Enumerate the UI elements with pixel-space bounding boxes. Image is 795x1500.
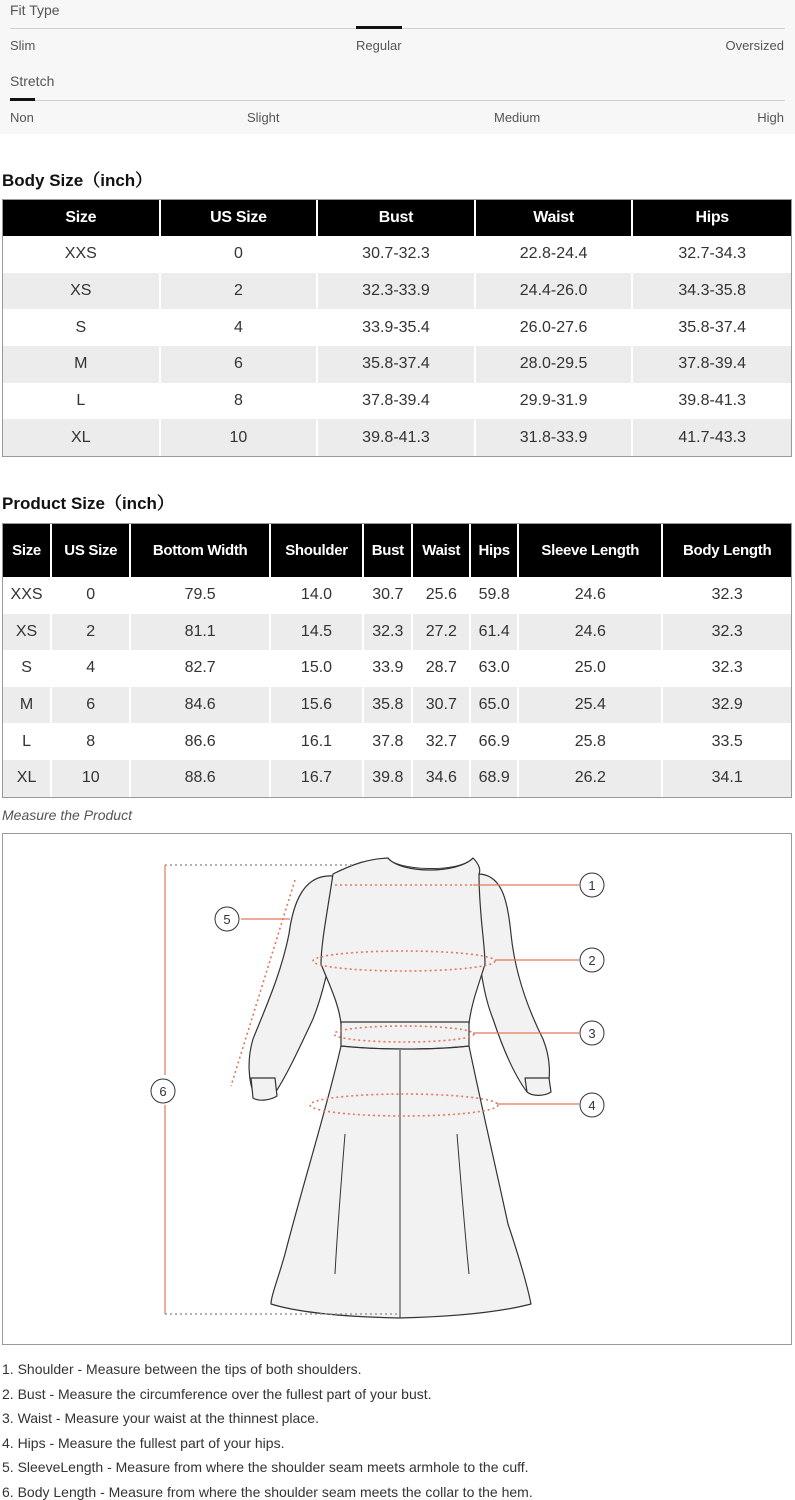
cell: 33.9-35.4 xyxy=(318,309,476,346)
cell: 79.5 xyxy=(131,577,270,614)
cell: 25.6 xyxy=(413,577,471,614)
table-row xyxy=(3,687,791,724)
cell: 8 xyxy=(161,383,319,420)
fit-type-option-slim: Slim xyxy=(10,38,36,53)
cell: 39.8-41.3 xyxy=(318,419,476,456)
cell: 32.3 xyxy=(663,614,791,651)
cell: 82.7 xyxy=(131,650,270,687)
header-size: Size xyxy=(3,200,161,236)
instruction-shoulder: 1. Shoulder - Measure between the tips of both shoulders. xyxy=(2,1361,362,1377)
cell: XL xyxy=(3,419,161,456)
table-row xyxy=(3,309,791,346)
cell: XS xyxy=(3,614,52,651)
fit-type-title: Fit Type xyxy=(10,2,60,18)
cell: S xyxy=(3,309,161,346)
table-row xyxy=(3,419,791,456)
cell: L xyxy=(3,723,52,760)
cell: 32.7-34.3 xyxy=(633,236,791,273)
cell: 10 xyxy=(161,419,319,456)
instruction-bust: 2. Bust - Measure the circumference over the fullest part of your bust. xyxy=(2,1385,432,1402)
cell: 32.3-33.9 xyxy=(318,273,476,310)
cell: 35.8 xyxy=(364,687,413,724)
cell: 32.3 xyxy=(364,614,413,651)
cell: 34.6 xyxy=(413,760,471,797)
table-row xyxy=(3,383,791,420)
table-row xyxy=(3,650,791,687)
cell: 0 xyxy=(52,577,131,614)
cell: 65.0 xyxy=(471,687,519,724)
cell: M xyxy=(3,687,52,724)
cell: 14.0 xyxy=(271,577,364,614)
fit-type-option-oversized: Oversized xyxy=(725,38,784,53)
header-waist: Waist xyxy=(476,200,634,236)
cell: 66.9 xyxy=(471,723,519,760)
cell: 15.6 xyxy=(271,687,364,724)
header-hips: Hips xyxy=(633,200,791,236)
cell: 4 xyxy=(52,650,131,687)
cell: 25.8 xyxy=(519,723,663,760)
cell: 35.8-37.4 xyxy=(633,309,791,346)
cell: 14.5 xyxy=(271,614,364,651)
cell: 29.9-31.9 xyxy=(476,383,634,420)
cell: 30.7-32.3 xyxy=(318,236,476,273)
cell: 37.8-39.4 xyxy=(633,346,791,383)
header-shoulder: Shoulder xyxy=(271,524,364,577)
marker-4-label: 4 xyxy=(588,1098,596,1113)
stretch-option-slight: Slight xyxy=(247,110,280,125)
skirt xyxy=(271,1046,531,1318)
cell: 24.6 xyxy=(519,614,663,651)
cell: 32.9 xyxy=(663,687,791,724)
cell: 16.1 xyxy=(271,723,364,760)
cell: 33.9 xyxy=(364,650,413,687)
table-row xyxy=(3,577,791,614)
bodice xyxy=(321,858,485,1024)
cell: 8 xyxy=(52,723,131,760)
marker-2-label: 2 xyxy=(588,953,596,968)
cell: 24.4-26.0 xyxy=(476,273,634,310)
stretch-track xyxy=(10,100,785,101)
instruction-waist: 3. Waist - Measure your waist at the thinnest place. xyxy=(2,1410,319,1427)
dress-measure-diagram xyxy=(2,833,792,1345)
stretch-option-high: High xyxy=(757,110,784,125)
cell: 0 xyxy=(161,236,319,273)
waistband xyxy=(341,1022,469,1049)
dress-illustration xyxy=(3,834,793,1346)
cell: 25.0 xyxy=(519,650,663,687)
cell: 37.8-39.4 xyxy=(318,383,476,420)
cell: 84.6 xyxy=(131,687,270,724)
stretch-option-non: Non xyxy=(10,110,34,125)
cell: XXS xyxy=(3,577,52,614)
stretch-title: Stretch xyxy=(10,73,55,89)
table-row xyxy=(3,760,791,797)
cell: 32.3 xyxy=(663,650,791,687)
header-bust: Bust xyxy=(364,524,413,577)
cell: 2 xyxy=(161,273,319,310)
table-row xyxy=(3,614,791,651)
fit-type-option-regular: Regular xyxy=(356,38,402,53)
cell: S xyxy=(3,650,52,687)
measure-caption: Measure the Product xyxy=(2,807,132,823)
cell: 26.0-27.6 xyxy=(476,309,634,346)
cell: 28.0-29.5 xyxy=(476,346,634,383)
header-size: Size xyxy=(3,524,52,577)
table-header-row xyxy=(3,524,791,577)
cell: 32.7 xyxy=(413,723,471,760)
cell: 6 xyxy=(161,346,319,383)
cell: 33.5 xyxy=(663,723,791,760)
cell: 15.0 xyxy=(271,650,364,687)
table-row xyxy=(3,723,791,760)
header-hips: Hips xyxy=(471,524,519,577)
table-row xyxy=(3,346,791,383)
cell: 88.6 xyxy=(131,760,270,797)
stretch-option-medium: Medium xyxy=(494,110,541,125)
instruction-hips: 4. Hips - Measure the fullest part of your hips. xyxy=(2,1434,285,1451)
header-waist: Waist xyxy=(413,524,471,577)
cell: XS xyxy=(3,273,161,310)
cell: XL xyxy=(3,760,52,797)
body-size-table xyxy=(2,199,792,457)
table-row xyxy=(3,236,791,273)
marker-3-label: 3 xyxy=(588,1026,596,1041)
cell: 22.8-24.4 xyxy=(476,236,634,273)
header-us-size: US Size xyxy=(161,200,319,236)
cell: 59.8 xyxy=(471,577,519,614)
cell: 41.7-43.3 xyxy=(633,419,791,456)
right-sleeve xyxy=(478,874,549,1092)
table-row xyxy=(3,273,791,310)
table-header-row xyxy=(3,200,791,236)
header-body-length: Body Length xyxy=(663,524,791,577)
cell: 61.4 xyxy=(471,614,519,651)
cell: 30.7 xyxy=(364,577,413,614)
cell: 31.8-33.9 xyxy=(476,419,634,456)
stretch-selected-marker xyxy=(10,98,35,101)
cell: 6 xyxy=(52,687,131,724)
cell: 34.1 xyxy=(663,760,791,797)
cell: M xyxy=(3,346,161,383)
cell: 63.0 xyxy=(471,650,519,687)
cell: 16.7 xyxy=(271,760,364,797)
cell: 35.8-37.4 xyxy=(318,346,476,383)
header-bust: Bust xyxy=(318,200,476,236)
marker-5-label: 5 xyxy=(223,912,231,927)
marker-6-label: 6 xyxy=(159,1084,167,1099)
cell: 81.1 xyxy=(131,614,270,651)
header-sleeve-length: Sleeve Length xyxy=(519,524,663,577)
cell: 86.6 xyxy=(131,723,270,760)
header-bottom-width: Bottom Width xyxy=(131,524,270,577)
product-size-table xyxy=(2,523,792,798)
cell: 4 xyxy=(161,309,319,346)
cell: 32.3 xyxy=(663,577,791,614)
fit-type-selected-marker xyxy=(356,26,402,29)
cell: 39.8-41.3 xyxy=(633,383,791,420)
cell: 39.8 xyxy=(364,760,413,797)
cell: XXS xyxy=(3,236,161,273)
cell: L xyxy=(3,383,161,420)
cell: 27.2 xyxy=(413,614,471,651)
product-size-title: Product Size（inch） xyxy=(2,494,174,513)
cell: 34.3-35.8 xyxy=(633,273,791,310)
fit-panel xyxy=(0,0,795,134)
marker-1-label: 1 xyxy=(588,878,596,893)
cell: 68.9 xyxy=(471,760,519,797)
cell: 2 xyxy=(52,614,131,651)
header-us-size: US Size xyxy=(52,524,131,577)
right-cuff xyxy=(525,1078,551,1095)
body-size-title: Body Size（inch） xyxy=(2,171,153,190)
cell: 24.6 xyxy=(519,577,663,614)
cell: 28.7 xyxy=(413,650,471,687)
cell: 25.4 xyxy=(519,687,663,724)
measure-instructions xyxy=(2,1357,792,1500)
cell: 37.8 xyxy=(364,723,413,760)
cell: 10 xyxy=(52,760,131,797)
instruction-body-length: 6. Body Length - Measure from where the shoulder seam meets the collar to the hem. xyxy=(2,1483,533,1500)
cell: 26.2 xyxy=(519,760,663,797)
cell: 30.7 xyxy=(413,687,471,724)
instruction-sleeve-length: 5. SleeveLength - Measure from where the shoulder seam meets armhole to the cuff. xyxy=(2,1459,529,1476)
left-cuff xyxy=(251,1078,277,1100)
